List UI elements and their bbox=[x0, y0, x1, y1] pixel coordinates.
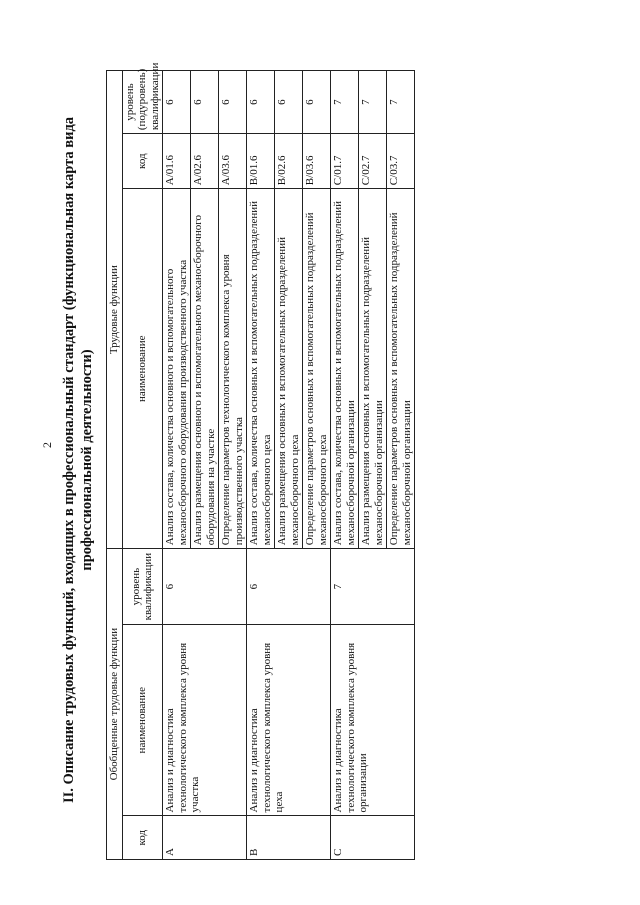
group-level: 7 bbox=[331, 549, 415, 625]
function-code: A/03.6 bbox=[219, 134, 247, 189]
function-level: 7 bbox=[359, 71, 387, 134]
page-number: 2 bbox=[40, 442, 54, 448]
table-row bbox=[331, 71, 359, 860]
table-row bbox=[247, 71, 275, 860]
function-level: 6 bbox=[191, 71, 219, 134]
labor-functions-table bbox=[106, 62, 415, 860]
function-level: 6 bbox=[275, 71, 303, 134]
group-level: 6 bbox=[247, 549, 331, 625]
function-name: Анализ размещения основного и вспомогательного механосборочного оборудования на участке bbox=[191, 189, 219, 549]
function-name: Анализ состава, количества основного и вспомогательного механосборочного оборудования производственного участка bbox=[163, 189, 191, 549]
header-level: уровень квалификации bbox=[122, 549, 163, 625]
section-heading: II. Описание трудовых функций, входящих в профессиональный стандарт (функциональная карта вида профессиональной деятельности) bbox=[61, 116, 95, 804]
function-level: 7 bbox=[387, 71, 415, 134]
group-name: Анализ и диагностика технологического комплекса уровня участка bbox=[163, 624, 247, 815]
function-name: Определение параметров основных и вспомогательных подразделений механосборочного цеха bbox=[303, 189, 331, 549]
function-code: C/01.7 bbox=[331, 134, 359, 189]
function-level: 6 bbox=[247, 71, 275, 134]
group-code: A bbox=[163, 816, 247, 860]
function-code: B/03.6 bbox=[303, 134, 331, 189]
function-name: Определение параметров основных и вспомогательных подразделений механосборочной организации bbox=[387, 189, 415, 549]
function-code: A/01.6 bbox=[163, 134, 191, 189]
header-name: наименование bbox=[122, 624, 163, 815]
header-code: код bbox=[122, 816, 163, 860]
group-name: Анализ и диагностика технологического комплекса уровня организации bbox=[331, 624, 415, 815]
function-code: C/03.7 bbox=[387, 134, 415, 189]
table-row bbox=[163, 71, 191, 860]
function-name: Определение параметров технологического комплекса уровня производственного участка bbox=[219, 189, 247, 549]
header-row-sub bbox=[122, 71, 163, 860]
function-level: 6 bbox=[219, 71, 247, 134]
header-labor: Трудовые функции bbox=[107, 71, 123, 549]
group-level: 6 bbox=[163, 549, 247, 625]
group-code: C bbox=[331, 816, 415, 860]
group-name: Анализ и диагностика технологического комплекса уровня цеха bbox=[247, 624, 331, 815]
function-level: 6 bbox=[303, 71, 331, 134]
function-name: Анализ размещения основных и вспомогательных подразделений механосборочного цеха bbox=[275, 189, 303, 549]
function-level: 6 bbox=[163, 71, 191, 134]
function-name: Анализ состава, количества основных и вспомогательных подразделений механосборочного цеха bbox=[247, 189, 275, 549]
rotated-content bbox=[60, 60, 580, 860]
header-sublevel: уровень (подуровень) квалификации bbox=[122, 71, 163, 134]
group-code: B bbox=[247, 816, 331, 860]
header-tf-code: код bbox=[122, 134, 163, 189]
function-code: A/02.6 bbox=[191, 134, 219, 189]
function-level: 7 bbox=[331, 71, 359, 134]
header-row-top bbox=[107, 71, 123, 860]
header-generalized: Обобщенные трудовые функции bbox=[107, 549, 123, 860]
function-code: C/02.7 bbox=[359, 134, 387, 189]
function-code: B/01.6 bbox=[247, 134, 275, 189]
function-name: Анализ размещения основных и вспомогательных подразделений механосборочной организации bbox=[359, 189, 387, 549]
function-name: Анализ состава, количества основных и вспомогательных подразделений механосборочной организации bbox=[331, 189, 359, 549]
function-code: B/02.6 bbox=[275, 134, 303, 189]
header-tf-name: наименование bbox=[122, 189, 163, 549]
